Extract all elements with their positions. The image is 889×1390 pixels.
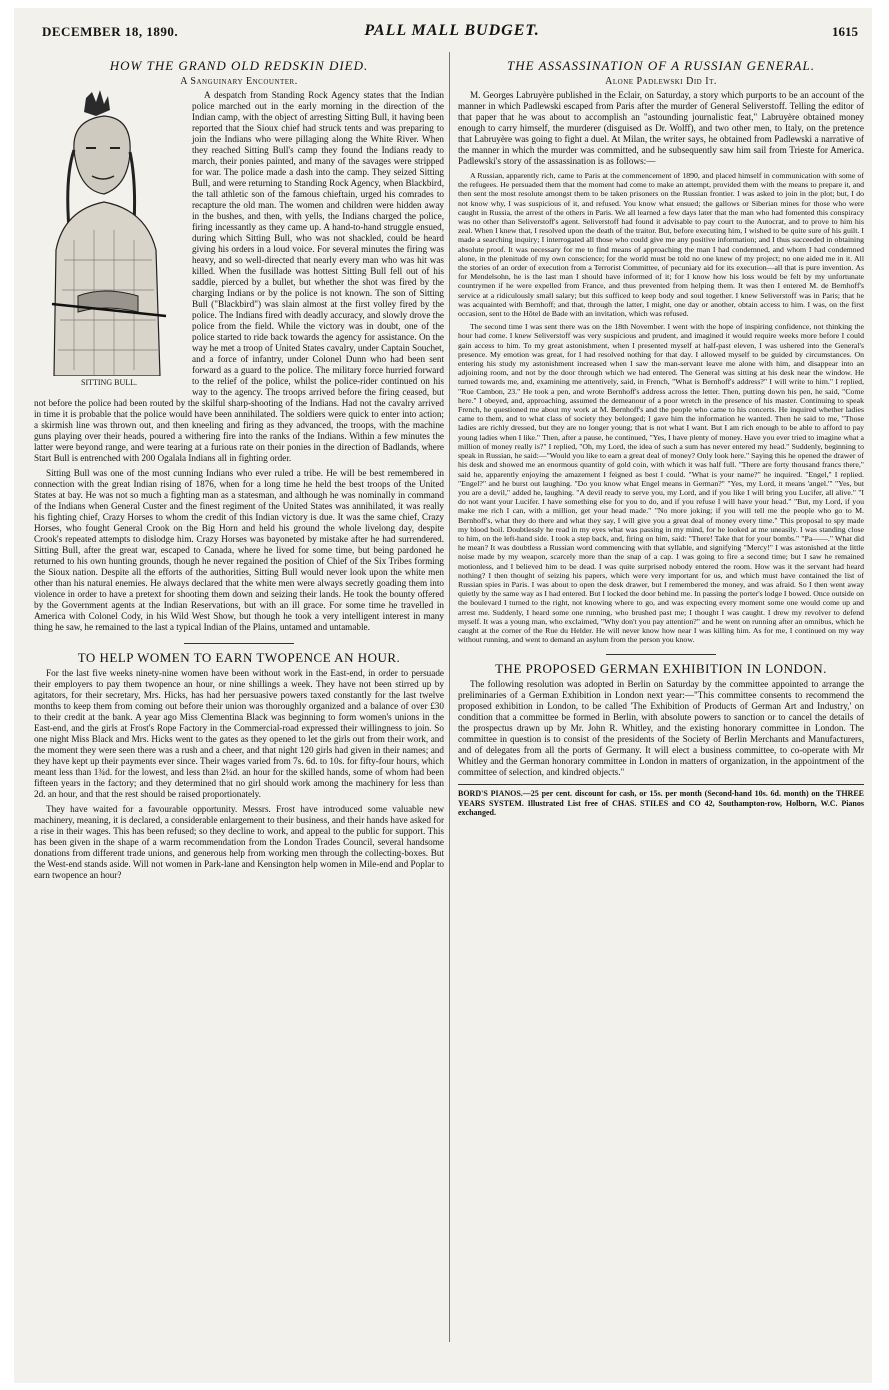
article-german-title: THE PROPOSED GERMAN EXHIBITION IN LONDON.: [495, 661, 827, 677]
sitting-bull-engraving: [34, 90, 184, 376]
article-redskin-paragraph: Sitting Bull was one of the most cunning Indians who ever ruled a tribe. He will be best remembered in connection with the great Indian rising of 1876, when for a long time he held the best troops of the United States at bay. He was not so much a fighting man as a statesman, and although he was nominally in command of the Indians when General Custer and the finest regiment of the United States was annihilated, it was really his fighting chief, Crazy Horses to whom the credit of this Indian victory is due. It was the same chief, Crazy Horses, who fought General Crook on the Big Horn and held his ground the whole livelong day, despite Crook's repeated attempts to dislodge him. Crazy Horses was bayoneted by mistake after he had surrendered. Sitting Bull, after the great war, escaped to Canada, where he lived for some time, but being pardoned he returned to his own hunting grounds, though he never regained the position of Chief of the Six Tribes forming the Sioux nation. Despite all the efforts of the authorities, Sitting Bull would never look upon the white men other than his natural enemies. He always declared that the white men were always secretly goading them into violence in order to have a pretext for shooting them down and seizing their lands. He took the bounty offered by the Government agents at the Indian Reservations, but with an ill grace. For some time he travelled in America with Colonel Cody, in his Wild West Show, but though he took a very intelligent interest in many thing he saw, he remained to the last a typical Indian of the Plains, untamed and untamable.: [34, 468, 444, 632]
article-russian-paragraph: The second time I was sent there was on the 18th November. I went with the hope of inspiring confidence, not thinking the hour had come. I knew Seliverstoff was very suspicious and prudent, and imagined it would require weeks more before I could gain access to him. To my great astonishment, when I presented myself at half-past eleven, I was ushered into the General's presence. My emotion was great, for I had resolved nothing for that day. I allowed myself to be guided by circumstances. On entering his study my astonishment increased when I saw the man-servant leave me alone with him, and disappear into an adjoining room, and not by the door through which we had entered. The General was sitting at his desk near the window. He turned towards me, and, examining me attentively, said, in French, "What is Bernhoff's address?" I will write to him." I replied, "Rue Cambon, 23." He took a pen, and wrote Bernhoff's address across the letter. Then, putting down his pen, he said, "Come here." I obeyed, and, approaching, assumed the demeanour of a poor wretch in the presence of his master. Continuing to speak French, he questioned me about my work at M. Bernhoff's and the people who came to his concerts. He inquired whether ladies came to them, and to what class of society they belonged; I gave him the information he wanted. Then he said to me, "Those ladies are richly dressed, but they are no longer young; that is not what I want. But I am rich enough to be able to afford to pay young ladies when I like." Then, after a pause, he continued, "Yes, I have plenty of money. Have you ever tried to imagine what a million of money really is?" I replied, "Oh, my Lord, the idea of such a sum has never entered my head." Suddenly, beginning to speak in Russian, he said:—"Would you like to earn a great deal of money? Only look here." Saying this he opened the drawer of his desk and showed me an enormous quantity of gold coin, with which it was half full. "There are forty thousand francs there," said he, apparently enjoying the amazement I feigned as best I could. "What is your name?" he inquired. "Engel," I replied. "Engel?" and he burst out laughing. "Do you know what Engel means in German?" "Yes, my Lord, it means 'angel.'" "Yes, but you are a devil," added he, laughing. "A devil ready to serve you, my Lord, and if you like I will bring you Lucifer, all alive." "I do not want your Lucifer. I have something else for you to do, and if you refuse I will have your head." "But, my Lord, if you make me rich I can, with a million, get your head made." "No more joking; if you will tell me the people who go to M. Bernhoff's, what they do there and what they say, I will give you a great deal of money every time." This proposal to spy made my blood boil. Doubtlessly he read in my eyes what was passing in my mind, for he looked at me uneasily. I was standing close to him, on the left-hand side. I took a step back, and, firing on him, said: "There! Take that for your bombs." "Pa——." What did he mean? It was doubtless a Russian word commencing with that syllable, and signifying "Mercy!" I was astonished at the little noise made by my weapon, scarcely more than the snap of a cap. I was going to fire a second time; but I saw he remained motionless, and I believed him to be dead. I was quite surprised nobody entered the room. How was it the servant had heard nothing? I then thought of seizing his papers, which were very important for us, and which must have contained the list of Russian spies in Paris. I was about to open the desk drawer, but I remembered the money, and was afraid. So I then went away quietly by the same way as I had entered. But I locked the door behind me. In passing the porter's lodge I bowed. Once outside on the boulevard I turned to the right, not knowing where to go, and was expecting every moment some one would come up and arrest me. Suddenly, I heard some one running, who brushed past me; I thought I was caught. I drew my revolver to defend myself. It was a young man, who exclaimed, "Why don't you pay attention?" and he went on running after an omnibus, which he caught at the corner of the Rue du Helder. He will never know how near I was killing him. As for me, I continued on my way without running, and went to demand an asylum from the person you know.: [458, 322, 864, 645]
article-russian-title: THE ASSASSINATION OF A RUSSIAN GENERAL.: [507, 58, 815, 73]
masthead: [34, 22, 870, 42]
article-russian-paragraph: A Russian, apparently rich, came to Paris at the commencement of 1890, and placed himself in communication with some of the refugees. He persuaded them that the moment had come to make an attempt, provided them with the means to prepare it, and then sent the most resolute amongst them to be taken prisoners on the Russian frontier. I was asked to join in the plot; but, I do not know why, I was suspicious of it, and refused. You know what ensued; the gallows or Siberian mines for those who were caught in Russia, the arrest of the others in Paris. We all learned a few days later that the man who had fomented this conspiracy was no other than Seliverstoff's agent. Seliverstoff had found it advisable to pay court to the Autocrat, and to prove to him his zeal. When I knew that, I resolved upon the death of the traitor. But, before executing him, I wished to be quite sure of his guilt. I made a searching inquiry; I interrogated all those who could give me any positive information; and I thus succeeded in obtaining absolute proof. It was necessary for me to find means of approaching the man I had condemned, and whom I had condemned alone, in the plenitude of my own conscience; for the world must be told no one knew of my project; no one aided me in it. All the stories of an order of execution from a Terrorist Committee, of pecuniary aid for its execution—all that is pure invention. As for Mendelsohn, he is the last man I should have informed of it; for I know how his loss would be felt by my unfortunate countrymen if he were expelled from France, and thus prevented from helping them. It was then I entered M. de Bernhoff's service at a ridiculously small salary; but this sufficed to keep body and soul together. I knew Seliverstoff was in Paris; that he was acquainted with Bernhoff; and that, through the latter, I might, one day or another, obtain access to him. I was, on the first occasion, sent to the Hôtel de Bade with an invitation, which was refused.: [458, 171, 864, 319]
issue-date: DECEMBER 18, 1890.: [42, 24, 179, 39]
article-redskin-title: HOW THE GRAND OLD REDSKIN DIED.: [109, 58, 369, 73]
article-russian-intro: M. Georges Labruyère published in the Eclair, on Saturday, a story which purports to be an account of the manner in which Padlewski escaped from Paris after the murder of General Seliverstoff. Telling the editor of that paper that he was about to accomplish an "astounding journalistic feat," Labruyère obtained money enough to carry himself, the murderer (disguised as Dr. Wolff), and two other men, to Italy, on the pretence that Labruyère was going to fight a duel. At Milan, the writer says, he obtained from Padlewski a narrative of the manner in which the murder was committed, and he subsequently saw him sail from Trieste for America. Padlewski's story of the assassination is as follows:—: [458, 90, 864, 166]
newspaper-page: [34, 22, 870, 1355]
article-german: [458, 661, 864, 778]
column-divider: [449, 52, 450, 1342]
article-redskin-paragraph: A despatch from Standing Rock Agency states that the Indian police marched out in the early morning in the direction of the Indian camp, with the object of arresting Sitting Bull, it having been reported that the Sioux chief had struck tents and was preparing to join the Indians who were pillaging along the White River. When they reached Sitting Bull's camp they found the Indians ready to march, their ponies painted, and many of the savages were stripped for war. The police made a dash into the camp. They seized Sitting Bull, and were returning to Standing Rock Agency, when Blackbird, the tall athletic son of the famous chieftain, urged his comrades to recapture the old man. The women and children were hidden away in the bushes, and then, with yells, the Indians charged the police, firing incessantly as they came up. A hand-to-hand struggle ensued, during which Sitting Bull, who was not shackled, could be heard giving his orders in a loud voice. For several minutes the firing was heavy, and so well-directed that nearly every man who was hit was killed. When the fusillade was hottest Sitting Bull fell out of his saddle, pierced by a bullet, but whether the shot was fired by the charging Indians or by the police is not known. The son of Sitting Bull ("Blackbird") was slain almost at the first volley fired by the police. The Indians fired with deadly accuracy, and slowly drove the police from the field. While the victory was in doubt, one of the police started to ride back towards the agency for assistance. On the way he met a troop of United States cavalry, under Captain Souchet, and a force of infantry, under Colonel Dunn who had been sent forward as a guard to the police. The military force hurried forward to the relief of the police, whilst the police-rider continued on his way to the agency. The troops arrived before the firing ceased, but not before the police had been routed by the skilful sharp-shooting of the Indians. Had not the cavalry arrived in time it is probable that the police would have been annihilated. The soldiers were quick to enter into action; a skirmish line was thrown out, and then kneeling and firing as they advanced, the troops, with the machine guns playing over their heads, poured a withering fire into the ranks of the Indians. Within a few minutes the latter were beyond range, and were tearing at a furious rate on their ponies in the direction of Badlands, where Start Bull is entrenched with 200 Ogalala Indians all in fighting order.: [34, 90, 444, 463]
article-women-title: TO HELP WOMEN TO EARN TWOPENCE AN HOUR.: [77, 650, 401, 665]
page-number: 1615: [832, 24, 858, 39]
article-redskin: [34, 58, 444, 633]
right-column: [458, 52, 864, 1352]
article-women-paragraph: They have waited for a favourable opportunity. Messrs. Frost have introduced some valuable new machinery, meaning, it is declared, a considerable enlargement to their business, and their hands have asked for a rise in their wages. This has been refused; so they decline to work, and appeal to the public for support. This has been given in the shape of a warm recommendation from the London Trades Council, several handsome donations from different trade unions, and generous help from working men through the collecting-boxes. But the West-end stands aside. Will not women in Park-lane and Kensington help women in Mile-end and Poplar to earn twopence an hour?: [34, 804, 444, 880]
article-russian-subtitle: Alone Padlewski Did It.: [605, 76, 717, 87]
left-column: [34, 52, 444, 1352]
section-rule: [184, 643, 294, 644]
portrait-caption: SITTING BULL.: [81, 378, 137, 387]
newspaper-sheet: [14, 8, 872, 1383]
publication-title: PALL MALL BUDGET.: [364, 22, 540, 39]
article-german-paragraph: The following resolution was adopted in Berlin on Saturday by the committee appointed to arrange the preliminaries of a German Exhibition in London next year:—"This committee consents to recommend the proposed exhibition in London, to be called 'The Exhibition of Products of German Art and Industry,' on condition that a committee be formed in Berlin, with absolute powers to sanction or to cancel the details of the prospectus drawn up by Mr. John R. Whitley, and the existing honorary committee in London. The committee in question is to consist of the presidents of the Society of Berlin Merchants and Manufacturers, and of delegates from all the ports of Germany. It will elect a business committee, to co-operate with Mr Whitley and the German honorary committee in London in matters of organization, in the appointment of the committee of selection, and kindred objects.": [458, 679, 864, 778]
article-women-paragraph: For the last five weeks ninety-nine women have been without work in the East-end, in order to persuade their employers to pay them twopence an hour, or nine shillings a week. They have not been stirred up by agitators, for their secretary, Mrs. Hicks, has had her persuasive powers taxed constantly for the last twelve months to keep them from coming out before their union was thoroughly organized and a balance of over £30 to their credit at the bank. A year ago Miss Clementina Black was beginning to form women's unions in the East-end, and the girls at Frost's Rope Factory in the Commercial-road expressed their willingness to join. So one night Miss Black and Mrs. Hicks went to the gates as they opened to let the girls out from their work, and the moment they were seen there was a rush and a cheer, and that night 120 girls had given in their names; and they have kept up their payments ever since. Their wages varied from 7s. 6d. to 10s. for fifty-four hours, which meant less than 1¾d. for the lowest, and less than 2¼d. an hour for the skilled hands, some of whom had been fifteen years in the factory; and they determined that no girl should work among the machinery for less than 2d. an hour, and that the rest should be raised proportionately.: [34, 668, 444, 799]
article-redskin-subtitle: A Sanguinary Encounter.: [180, 76, 298, 87]
advertisement: BORD'S PIANOS.—25 per cent. discount for cash, or 15s. per month (Second-hand 10s. 6d. month) on the THREE YEARS SYSTEM. Illustrated List free of CHAS. STILES and CO 42, Southampton-row, Holborn, W.C. Pianos exchanged.: [458, 784, 864, 818]
section-rule: [606, 654, 716, 655]
article-russian: [458, 58, 864, 644]
article-women: [34, 650, 444, 881]
sitting-bull-portrait: [34, 90, 184, 390]
